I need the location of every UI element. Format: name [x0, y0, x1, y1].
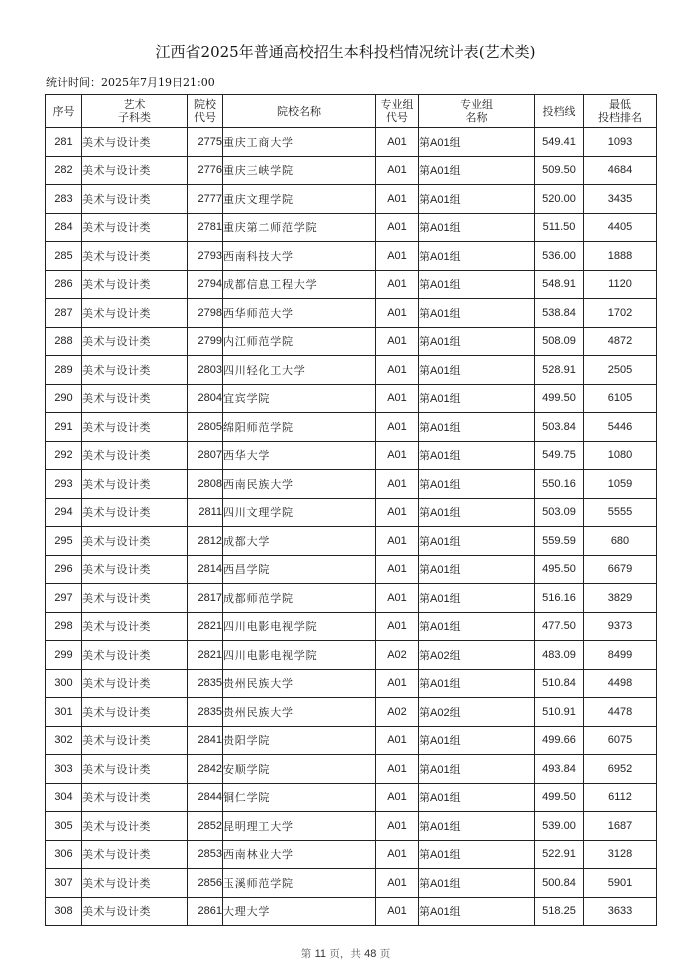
cell-category: 美术与设计类 — [82, 812, 188, 841]
cell-seq: 283 — [46, 185, 82, 214]
cell-group-code: A01 — [376, 384, 419, 413]
header-col-school-name — [223, 95, 376, 128]
page-indicator — [0, 946, 691, 961]
cell-group-code: A01 — [376, 356, 419, 385]
table-row — [46, 356, 657, 385]
cell-category: 美术与设计类 — [82, 384, 188, 413]
cell-score: 510.91 — [535, 698, 584, 727]
cell-seq: 304 — [46, 783, 82, 812]
cell-group-name: 第A01组 — [419, 612, 535, 641]
page-middle: 页，共 — [325, 948, 365, 960]
cell-group-code: A01 — [376, 726, 419, 755]
cell-seq: 301 — [46, 698, 82, 727]
cell-seq: 293 — [46, 470, 82, 499]
cell-score: 516.16 — [535, 584, 584, 613]
cell-seq: 297 — [46, 584, 82, 613]
table-row — [46, 698, 657, 727]
cell-school-code: 2821 — [188, 612, 223, 641]
cell-school-name: 宜宾学院 — [223, 384, 376, 413]
header-label-line2: 投档排名 — [598, 111, 642, 124]
cell-score: 559.59 — [535, 527, 584, 556]
cell-category: 美术与设计类 — [82, 726, 188, 755]
cell-score: 509.50 — [535, 156, 584, 185]
cell-rank: 5446 — [584, 413, 657, 442]
cell-score: 548.91 — [535, 270, 584, 299]
cell-school-name: 重庆文理学院 — [223, 185, 376, 214]
cell-school-code: 2798 — [188, 299, 223, 328]
cell-school-name: 西华师范大学 — [223, 299, 376, 328]
cell-score: 500.84 — [535, 869, 584, 898]
header-col-rank — [584, 95, 657, 128]
cell-group-code: A01 — [376, 470, 419, 499]
cell-seq: 290 — [46, 384, 82, 413]
cell-group-code: A01 — [376, 213, 419, 242]
table-row — [46, 242, 657, 271]
cell-category: 美术与设计类 — [82, 555, 188, 584]
cell-rank: 4405 — [584, 213, 657, 242]
cell-score: 493.84 — [535, 755, 584, 784]
cell-school-name: 成都师范学院 — [223, 584, 376, 613]
cell-rank: 6105 — [584, 384, 657, 413]
cell-category: 美术与设计类 — [82, 669, 188, 698]
cell-school-name: 成都大学 — [223, 527, 376, 556]
cell-group-name: 第A01组 — [419, 527, 535, 556]
cell-seq: 289 — [46, 356, 82, 385]
table-row — [46, 470, 657, 499]
cell-group-name: 第A01组 — [419, 356, 535, 385]
table-row — [46, 897, 657, 926]
cell-category: 美术与设计类 — [82, 869, 188, 898]
cell-school-name: 大理大学 — [223, 897, 376, 926]
cell-category: 美术与设计类 — [82, 612, 188, 641]
header-col-seq — [46, 95, 82, 128]
cell-school-name: 贵阳学院 — [223, 726, 376, 755]
cell-rank: 5901 — [584, 869, 657, 898]
cell-rank: 9373 — [584, 612, 657, 641]
header-label-line1: 序号 — [52, 104, 75, 118]
table-row — [46, 840, 657, 869]
cell-score: 510.84 — [535, 669, 584, 698]
cell-group-name: 第A01组 — [419, 299, 535, 328]
cell-score: 539.00 — [535, 812, 584, 841]
table-row — [46, 812, 657, 841]
cell-school-name: 内江师范学院 — [223, 327, 376, 356]
cell-score: 520.00 — [535, 185, 584, 214]
cell-seq: 308 — [46, 897, 82, 926]
cell-rank: 1059 — [584, 470, 657, 499]
cell-group-name: 第A02组 — [419, 698, 535, 727]
cell-score: 495.50 — [535, 555, 584, 584]
cell-group-name: 第A01组 — [419, 128, 535, 157]
cell-rank: 680 — [584, 527, 657, 556]
cell-group-name: 第A01组 — [419, 384, 535, 413]
cell-category: 美术与设计类 — [82, 213, 188, 242]
cell-score: 536.00 — [535, 242, 584, 271]
cell-group-name: 第A01组 — [419, 270, 535, 299]
cell-rank: 1888 — [584, 242, 657, 271]
cell-school-name: 贵州民族大学 — [223, 669, 376, 698]
header-col-category — [82, 95, 188, 128]
cell-group-code: A01 — [376, 185, 419, 214]
cell-group-name: 第A01组 — [419, 156, 535, 185]
cell-school-code: 2853 — [188, 840, 223, 869]
cell-group-code: A01 — [376, 812, 419, 841]
admission-table — [45, 94, 657, 926]
cell-group-name: 第A01组 — [419, 584, 535, 613]
cell-score: 518.25 — [535, 897, 584, 926]
cell-school-code: 2776 — [188, 156, 223, 185]
cell-seq: 287 — [46, 299, 82, 328]
cell-group-code: A01 — [376, 156, 419, 185]
cell-group-name: 第A01组 — [419, 812, 535, 841]
cell-seq: 303 — [46, 755, 82, 784]
cell-school-name: 玉溪师范学院 — [223, 869, 376, 898]
cell-category: 美术与设计类 — [82, 156, 188, 185]
cell-group-code: A01 — [376, 783, 419, 812]
cell-school-code: 2794 — [188, 270, 223, 299]
cell-school-code: 2835 — [188, 698, 223, 727]
cell-seq: 281 — [46, 128, 82, 157]
table-row — [46, 755, 657, 784]
cell-score: 550.16 — [535, 470, 584, 499]
cell-school-code: 2781 — [188, 213, 223, 242]
cell-group-code: A01 — [376, 242, 419, 271]
cell-score: 503.09 — [535, 498, 584, 527]
cell-rank: 1080 — [584, 441, 657, 470]
cell-school-code: 2852 — [188, 812, 223, 841]
cell-seq: 294 — [46, 498, 82, 527]
cell-seq: 282 — [46, 156, 82, 185]
cell-group-name: 第A01组 — [419, 413, 535, 442]
table-row — [46, 413, 657, 442]
cell-seq: 296 — [46, 555, 82, 584]
cell-group-name: 第A01组 — [419, 669, 535, 698]
cell-rank: 1702 — [584, 299, 657, 328]
cell-group-name: 第A01组 — [419, 242, 535, 271]
cell-group-name: 第A01组 — [419, 783, 535, 812]
cell-score: 483.09 — [535, 641, 584, 670]
cell-rank: 4684 — [584, 156, 657, 185]
total-pages: 48 — [364, 948, 377, 960]
cell-category: 美术与设计类 — [82, 441, 188, 470]
table-row — [46, 498, 657, 527]
cell-school-code: 2808 — [188, 470, 223, 499]
cell-school-name: 绵阳师范学院 — [223, 413, 376, 442]
cell-school-name: 西昌学院 — [223, 555, 376, 584]
cell-group-name: 第A01组 — [419, 470, 535, 499]
table-row — [46, 213, 657, 242]
cell-school-name: 西南民族大学 — [223, 470, 376, 499]
cell-school-name: 四川电影电视学院 — [223, 641, 376, 670]
header-col-group-code — [376, 95, 419, 128]
header-label-line2: 子科类 — [118, 111, 151, 124]
cell-rank: 3829 — [584, 584, 657, 613]
table-row — [46, 783, 657, 812]
cell-rank: 6075 — [584, 726, 657, 755]
cell-school-name: 西华大学 — [223, 441, 376, 470]
cell-rank: 1120 — [584, 270, 657, 299]
page-suffix: 页 — [376, 948, 391, 960]
header-label-line1: 院校名称 — [277, 104, 321, 118]
table-row — [46, 327, 657, 356]
cell-group-name: 第A02组 — [419, 641, 535, 670]
cell-school-name: 西南科技大学 — [223, 242, 376, 271]
cell-school-name: 四川轻化工大学 — [223, 356, 376, 385]
cell-rank: 5555 — [584, 498, 657, 527]
cell-seq: 299 — [46, 641, 82, 670]
page-prefix: 第 — [300, 948, 315, 960]
cell-school-name: 重庆三峡学院 — [223, 156, 376, 185]
cell-seq: 288 — [46, 327, 82, 356]
cell-rank: 6112 — [584, 783, 657, 812]
cell-seq: 284 — [46, 213, 82, 242]
cell-group-name: 第A01组 — [419, 726, 535, 755]
cell-rank: 4872 — [584, 327, 657, 356]
cell-school-code: 2803 — [188, 356, 223, 385]
cell-rank: 4478 — [584, 698, 657, 727]
cell-rank: 4498 — [584, 669, 657, 698]
table-row — [46, 869, 657, 898]
cell-rank: 3633 — [584, 897, 657, 926]
cell-school-name: 西南林业大学 — [223, 840, 376, 869]
cell-rank: 6952 — [584, 755, 657, 784]
cell-school-name: 安顺学院 — [223, 755, 376, 784]
cell-school-name: 四川文理学院 — [223, 498, 376, 527]
cell-rank: 1093 — [584, 128, 657, 157]
cell-group-code: A02 — [376, 698, 419, 727]
cell-group-code: A01 — [376, 897, 419, 926]
cell-category: 美术与设计类 — [82, 897, 188, 926]
cell-school-code: 2807 — [188, 441, 223, 470]
cell-school-code: 2835 — [188, 669, 223, 698]
cell-school-code: 2844 — [188, 783, 223, 812]
cell-group-name: 第A01组 — [419, 441, 535, 470]
cell-group-name: 第A01组 — [419, 555, 535, 584]
cell-category: 美术与设计类 — [82, 498, 188, 527]
cell-school-code: 2775 — [188, 128, 223, 157]
cell-category: 美术与设计类 — [82, 527, 188, 556]
cell-score: 528.91 — [535, 356, 584, 385]
cell-group-code: A01 — [376, 584, 419, 613]
table-row — [46, 270, 657, 299]
cell-score: 522.91 — [535, 840, 584, 869]
header-col-school-code — [188, 95, 223, 128]
cell-group-name: 第A01组 — [419, 897, 535, 926]
cell-group-name: 第A01组 — [419, 498, 535, 527]
cell-school-name: 重庆工商大学 — [223, 128, 376, 157]
cell-rank: 2505 — [584, 356, 657, 385]
header-label-line2: 代号 — [386, 111, 408, 124]
cell-group-name: 第A01组 — [419, 185, 535, 214]
cell-group-code: A01 — [376, 498, 419, 527]
cell-school-code: 2805 — [188, 413, 223, 442]
cell-seq: 291 — [46, 413, 82, 442]
cell-category: 美术与设计类 — [82, 270, 188, 299]
cell-group-name: 第A01组 — [419, 213, 535, 242]
cell-school-code: 2799 — [188, 327, 223, 356]
cell-school-name: 昆明理工大学 — [223, 812, 376, 841]
cell-group-code: A02 — [376, 641, 419, 670]
table-row — [46, 584, 657, 613]
table-body — [46, 128, 657, 926]
cell-group-code: A01 — [376, 413, 419, 442]
cell-score: 477.50 — [535, 612, 584, 641]
cell-seq: 292 — [46, 441, 82, 470]
table-row — [46, 441, 657, 470]
table-row — [46, 299, 657, 328]
cell-score: 511.50 — [535, 213, 584, 242]
table-row — [46, 555, 657, 584]
header-col-score — [535, 95, 584, 128]
header-label-line1: 最低 — [609, 98, 631, 111]
cell-category: 美术与设计类 — [82, 356, 188, 385]
cell-category: 美术与设计类 — [82, 783, 188, 812]
cell-rank: 8499 — [584, 641, 657, 670]
cell-score: 499.66 — [535, 726, 584, 755]
header-label-line1: 艺术 — [123, 98, 146, 111]
cell-score: 503.84 — [535, 413, 584, 442]
cell-group-code: A01 — [376, 327, 419, 356]
cell-score: 538.84 — [535, 299, 584, 328]
cell-rank: 3128 — [584, 840, 657, 869]
cell-category: 美术与设计类 — [82, 755, 188, 784]
table-row — [46, 384, 657, 413]
cell-seq: 302 — [46, 726, 82, 755]
table-row — [46, 185, 657, 214]
cell-category: 美术与设计类 — [82, 413, 188, 442]
cell-category: 美术与设计类 — [82, 698, 188, 727]
cell-group-code: A01 — [376, 441, 419, 470]
cell-school-code: 2777 — [188, 185, 223, 214]
cell-school-code: 2856 — [188, 869, 223, 898]
cell-rank: 1687 — [584, 812, 657, 841]
cell-school-code: 2861 — [188, 897, 223, 926]
cell-seq: 300 — [46, 669, 82, 698]
cell-school-name: 贵州民族大学 — [223, 698, 376, 727]
header-label-line1: 专业组 — [460, 98, 493, 111]
cell-school-code: 2817 — [188, 584, 223, 613]
cell-group-code: A01 — [376, 840, 419, 869]
table-row — [46, 669, 657, 698]
current-page: 11 — [314, 948, 326, 960]
cell-group-code: A01 — [376, 270, 419, 299]
header-label-line1: 专业组 — [380, 98, 414, 111]
cell-category: 美术与设计类 — [82, 470, 188, 499]
cell-score: 499.50 — [535, 384, 584, 413]
cell-seq: 305 — [46, 812, 82, 841]
header-label-line2: 代号 — [194, 111, 216, 124]
cell-school-code: 2811 — [188, 498, 223, 527]
header-label-line2: 名称 — [465, 111, 488, 124]
cell-category: 美术与设计类 — [82, 840, 188, 869]
cell-group-code: A01 — [376, 555, 419, 584]
cell-group-code: A01 — [376, 669, 419, 698]
cell-seq: 295 — [46, 527, 82, 556]
cell-group-code: A01 — [376, 527, 419, 556]
cell-school-code: 2793 — [188, 242, 223, 271]
cell-seq: 285 — [46, 242, 82, 271]
table-row — [46, 612, 657, 641]
cell-rank: 6679 — [584, 555, 657, 584]
cell-school-name: 四川电影电视学院 — [223, 612, 376, 641]
cell-seq: 307 — [46, 869, 82, 898]
cell-school-name: 成都信息工程大学 — [223, 270, 376, 299]
cell-group-name: 第A01组 — [419, 755, 535, 784]
cell-group-name: 第A01组 — [419, 840, 535, 869]
table-row — [46, 641, 657, 670]
cell-school-code: 2821 — [188, 641, 223, 670]
cell-score: 499.50 — [535, 783, 584, 812]
header-col-group-name — [419, 95, 535, 128]
cell-school-code: 2814 — [188, 555, 223, 584]
cell-category: 美术与设计类 — [82, 641, 188, 670]
statistics-time: 统计时间：2025年7月19日21:00 — [46, 76, 215, 89]
cell-group-code: A01 — [376, 612, 419, 641]
document-title: 江西省2025年普通高校招生本科投档情况统计表(艺术类) — [155, 43, 536, 61]
cell-school-name: 铜仁学院 — [223, 783, 376, 812]
cell-group-code: A01 — [376, 128, 419, 157]
cell-group-name: 第A01组 — [419, 869, 535, 898]
cell-seq: 286 — [46, 270, 82, 299]
cell-group-code: A01 — [376, 755, 419, 784]
cell-score: 549.41 — [535, 128, 584, 157]
cell-category: 美术与设计类 — [82, 584, 188, 613]
cell-seq: 298 — [46, 612, 82, 641]
cell-category: 美术与设计类 — [82, 185, 188, 214]
table-row — [46, 128, 657, 157]
cell-score: 508.09 — [535, 327, 584, 356]
cell-category: 美术与设计类 — [82, 242, 188, 271]
header-label-line1: 投档线 — [542, 104, 576, 118]
cell-school-code: 2842 — [188, 755, 223, 784]
cell-category: 美术与设计类 — [82, 128, 188, 157]
cell-school-code: 2804 — [188, 384, 223, 413]
cell-category: 美术与设计类 — [82, 299, 188, 328]
cell-group-code: A01 — [376, 299, 419, 328]
table-row — [46, 527, 657, 556]
cell-group-name: 第A01组 — [419, 327, 535, 356]
table-row — [46, 156, 657, 185]
cell-group-code: A01 — [376, 869, 419, 898]
cell-school-code: 2812 — [188, 527, 223, 556]
table-header-row — [46, 95, 657, 128]
header-label-line1: 院校 — [194, 98, 216, 111]
cell-rank: 3435 — [584, 185, 657, 214]
cell-school-code: 2841 — [188, 726, 223, 755]
cell-seq: 306 — [46, 840, 82, 869]
cell-school-name: 重庆第二师范学院 — [223, 213, 376, 242]
cell-score: 549.75 — [535, 441, 584, 470]
cell-category: 美术与设计类 — [82, 327, 188, 356]
table-row — [46, 726, 657, 755]
